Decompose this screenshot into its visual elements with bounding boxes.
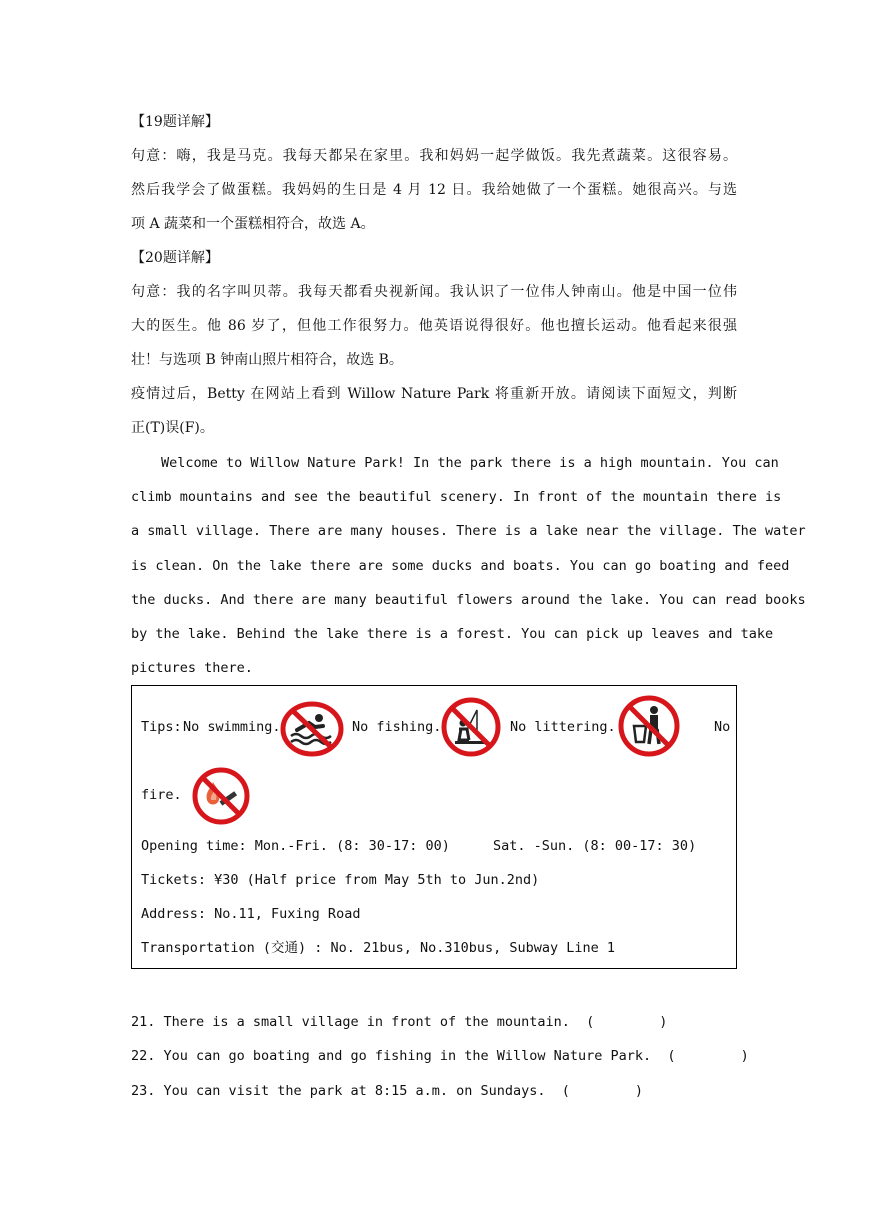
detail-20-line-2: 大的医生。他 86 岁了，但他工作很努力。他英语说得很好。他也擅长运动。他看起来很强	[131, 318, 737, 334]
passage-line-3: a small village. There are many houses. There is a lake near the village. The water	[131, 523, 806, 539]
question-21: 21. There is a small village in front of the mountain. ( )	[131, 1014, 668, 1030]
no-fire-label-part-2: fire.	[141, 787, 182, 803]
detail-19-line-2: 然后我学会了做蛋糕。我妈妈的生日是 4 月 12 日。我给她做了一个蛋糕。她很高兴。与选	[131, 182, 737, 198]
no-fishing-label: No fishing.	[352, 719, 442, 735]
passage-line-2: climb mountains and see the beautiful scenery. In front of the mountain there is	[131, 489, 782, 505]
no-swimming-icon	[279, 699, 345, 759]
address: Address: No.11, Fuxing Road	[141, 906, 361, 922]
passage-line-5: the ducks. And there are many beautiful flowers around the lake. You can read books	[131, 592, 806, 608]
weekend-time: Sat. -Sun. (8: 00-17: 30)	[493, 838, 697, 854]
passage-line-4: is clean. On the lake there are some ducks and boats. You can go boating and feed	[131, 558, 790, 574]
intro-line-1: 疫情过后，Betty 在网站上看到 Willow Nature Park 将重新开放。请阅读下面短文，判断	[131, 386, 737, 402]
intro-line-2: 正(T)误(F)。	[131, 420, 214, 436]
detail-20-line-3: 壮！与选项 B 钟南山照片相符合，故选 B。	[131, 352, 403, 368]
transportation: Transportation (交通) : No. 21bus, No.310bus, Subway Line 1	[141, 940, 616, 956]
no-swimming-label: No swimming.	[183, 719, 281, 735]
opening-time: Opening time: Mon.-Fri. (8: 30-17: 00)	[141, 838, 450, 854]
tips-label: Tips:	[141, 719, 182, 735]
detail-20-line-1: 句意：我的名字叫贝蒂。我每天都看央视新闻。我认识了一位伟人钟南山。他是中国一位伟	[131, 284, 737, 300]
passage-line-7: pictures there.	[131, 660, 253, 676]
no-fishing-icon	[439, 696, 503, 758]
detail-19-line-3: 项 A 蔬菜和一个蛋糕相符合，故选 A。	[131, 216, 375, 232]
passage-line-6: by the lake. Behind the lake there is a forest. You can pick up leaves and take	[131, 626, 774, 642]
detail-20-heading: 【20题详解】	[131, 250, 219, 266]
question-22: 22. You can go boating and go fishing in the Willow Nature Park. ( )	[131, 1048, 749, 1064]
no-littering-icon	[616, 694, 682, 758]
no-fire-icon	[189, 766, 253, 826]
park-notice-box	[131, 685, 737, 969]
detail-19-heading: 【19题详解】	[131, 114, 219, 130]
tickets: Tickets: ¥30 (Half price from May 5th to Jun.2nd)	[141, 872, 540, 888]
no-littering-label: No littering.	[510, 719, 616, 735]
detail-19-line-1: 句意：嗨，我是马克。我每天都呆在家里。我和妈妈一起学做饭。我先煮蔬菜。这很容易。	[131, 148, 737, 164]
question-23: 23. You can visit the park at 8:15 a.m. on Sundays. ( )	[131, 1083, 644, 1099]
no-fire-label-part-1: No	[714, 719, 731, 735]
passage-line-1: Welcome to Willow Nature Park! In the park there is a high mountain. You can	[161, 455, 779, 471]
